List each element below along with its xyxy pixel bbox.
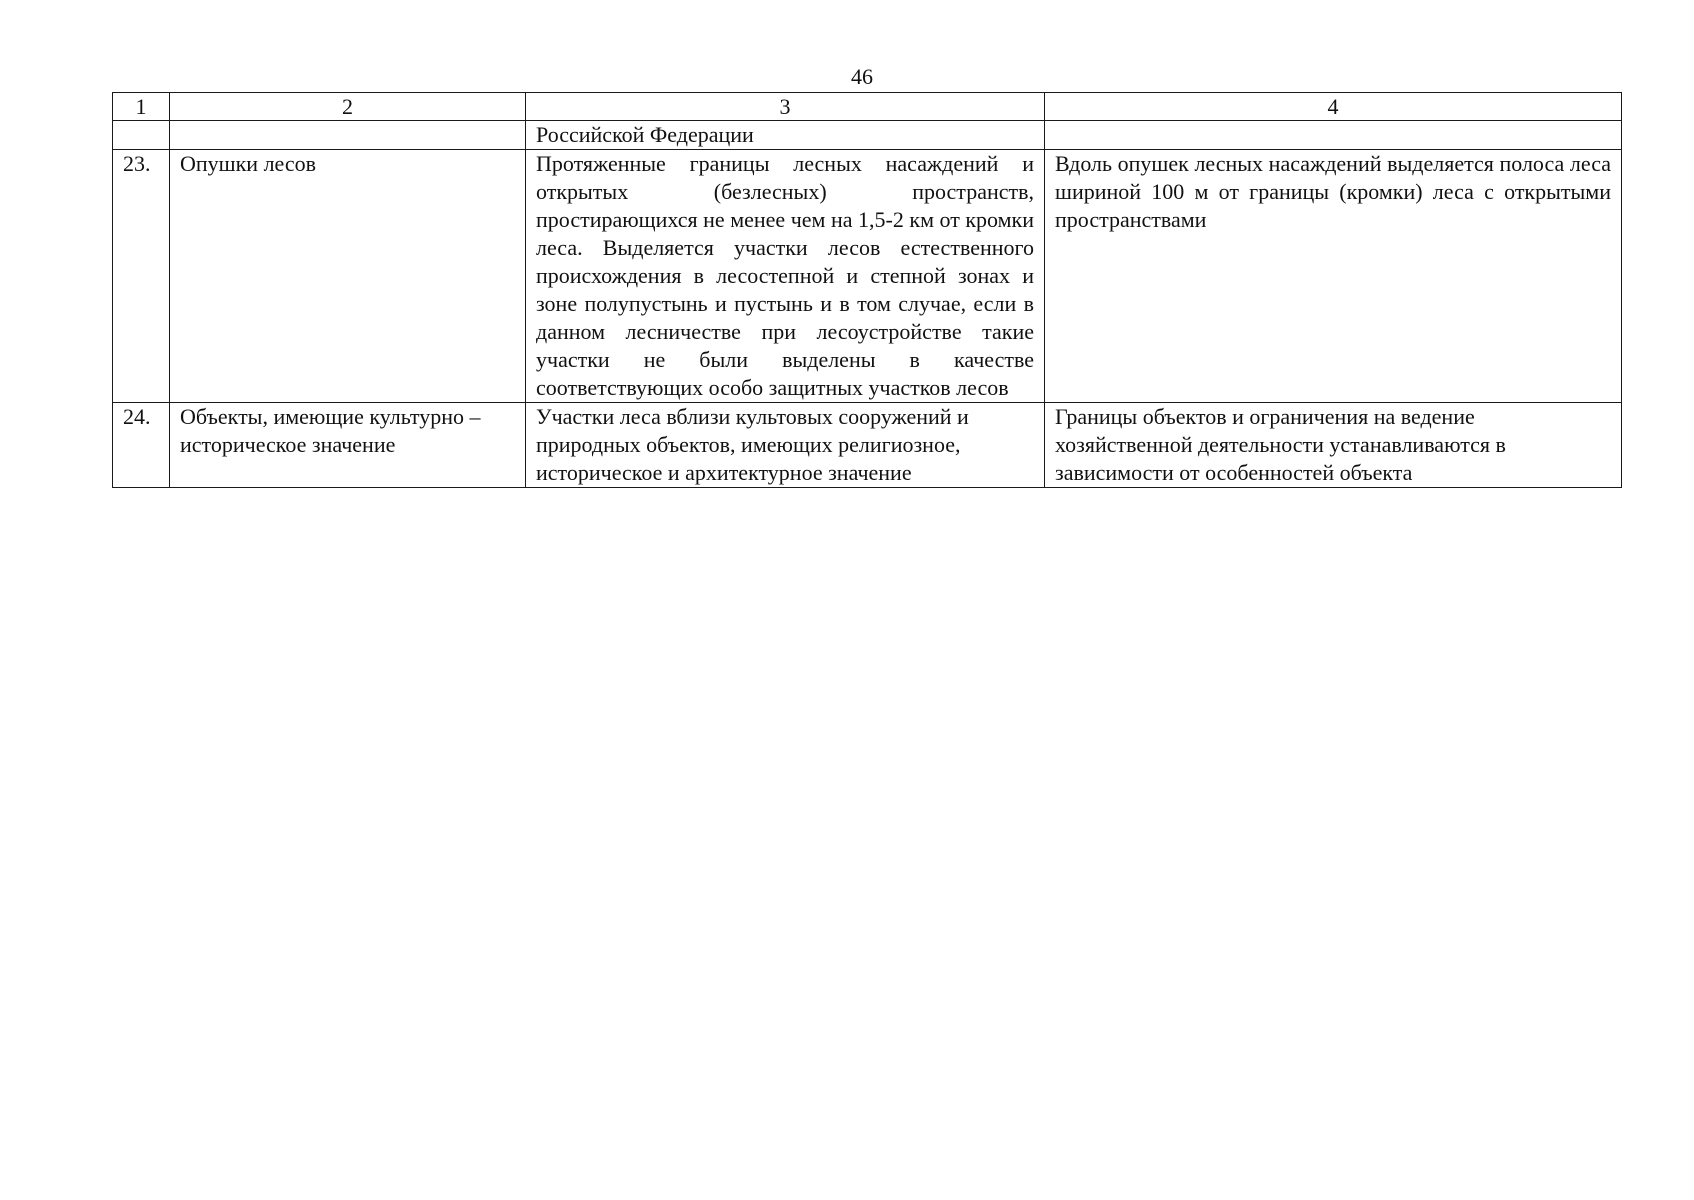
page-number: 46 (851, 64, 873, 89)
cell-rules: Вдоль опушек лесных насаждений выделяется полоса леса шириной 100 м от границы (кромки) леса с открытыми пространствами (1045, 150, 1622, 403)
column-header-4: 4 (1045, 93, 1622, 121)
column-header-2: 2 (170, 93, 526, 121)
table-row (113, 403, 1622, 488)
table-header-row (113, 93, 1622, 121)
column-header-3: 3 (526, 93, 1045, 121)
cell-name: Опушки лесов (170, 150, 526, 403)
cell-description: Протяженные границы лесных насаждений и открытых (безлесных) пространств, простирающихся не менее чем на 1,5-2 км от кромки леса. Выделяется участки лесов естественного происхождения в лесостепной и степной зонах и зоне полупустынь и пустынь и в том случае, если в данном лесничестве при лесоустройстве такие участки не были выделены в качестве соответствующих особо защитных участков лесов (526, 150, 1045, 403)
table-row (113, 150, 1622, 403)
cell-rules (1045, 121, 1622, 150)
cell-name (170, 121, 526, 150)
column-header-1: 1 (113, 93, 170, 121)
cell-rules: Границы объектов и ограничения на ведение хозяйственной деятельности устанавливаются в зависимости от особенностей объекта (1045, 403, 1622, 488)
cell-number (113, 121, 170, 150)
document-table (112, 92, 1622, 488)
cell-description: Участки леса вблизи культовых сооружений и природных объектов, имеющих религиозное, историческое и архитектурное значение (526, 403, 1045, 488)
cell-number: 24. (113, 403, 170, 488)
cell-number: 23. (113, 150, 170, 403)
cell-description: Российской Федерации (526, 121, 1045, 150)
cell-name: Объекты, имеющие культурно – историческое значение (170, 403, 526, 488)
table-row-continuation (113, 121, 1622, 150)
